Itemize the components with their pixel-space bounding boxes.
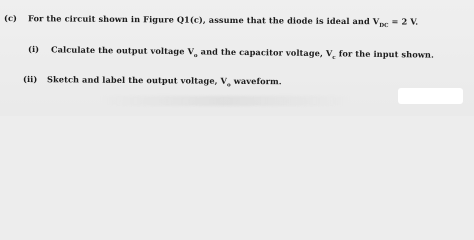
part-i-text-a: Calculate the output voltage V <box>50 44 195 57</box>
question-text-middle: , assume that the diode is ideal and V <box>202 14 380 27</box>
part-i-sub-b: c <box>332 54 336 61</box>
question-label: (c) <box>3 13 18 24</box>
question-text-start: For the circuit shown in <box>27 13 144 25</box>
vdc-subscript: DC <box>379 22 389 29</box>
part-ii-label: (ii) <box>22 74 38 85</box>
part-i-label: (i) <box>27 44 40 55</box>
question-c-line <box>4 13 418 29</box>
part-i-sub-a: o <box>193 52 198 60</box>
figure-reference: Figure Q1(c) <box>143 14 203 25</box>
part-i-text-b: and the capacitor voltage, V <box>197 46 333 59</box>
part-i-line <box>28 44 434 62</box>
exam-page <box>0 0 474 116</box>
part-ii-text-a: Sketch and label the output voltage, V <box>46 74 228 86</box>
part-i-text-c: for the input shown. <box>335 48 435 60</box>
redaction-patch <box>398 88 463 104</box>
part-ii-line <box>23 74 282 89</box>
part-ii-sub-a: o <box>226 82 231 89</box>
question-text-end: = 2 V. <box>388 16 419 27</box>
bleed-through-smudge <box>100 96 350 106</box>
part-ii-text-b: waveform. <box>230 75 282 87</box>
